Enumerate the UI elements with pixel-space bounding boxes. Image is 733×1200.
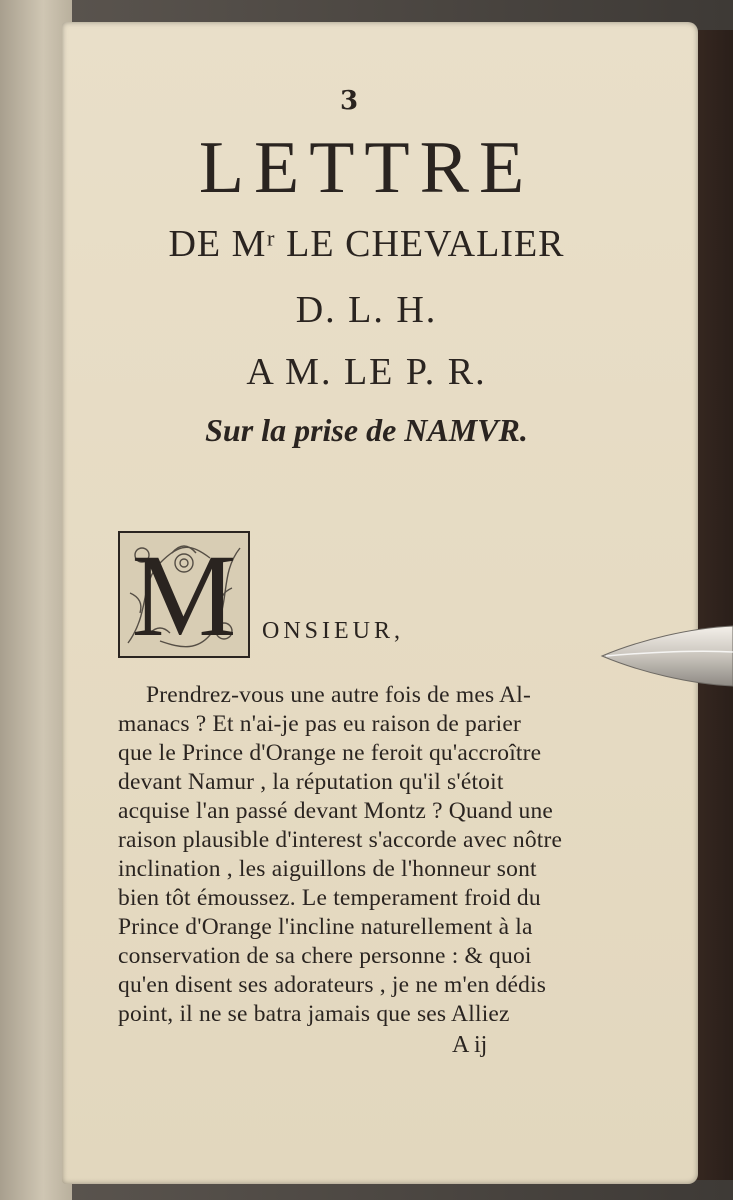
body-line: Prince d'Orange l'incline naturellement à la (118, 914, 533, 940)
title-line-2: DE Mʳ LE CHEVALIER (168, 223, 565, 265)
body-line: manacs ? Et n'ai-je pas eu raison de parier (118, 711, 522, 737)
page-pointer-icon (600, 622, 733, 690)
initial-letter: M (131, 531, 237, 658)
title-line-4: A M. LE P. R. (246, 351, 487, 393)
body-line: conservation de sa chere personne : & quoi (118, 943, 532, 969)
body-line: raison plausible d'interest s'accorde avec nôtre (118, 827, 563, 853)
page-number: 3 (340, 86, 359, 116)
title-line-1: LETTRE (198, 127, 535, 209)
title-line-3: D. L. H. (295, 289, 438, 331)
body-line: Prendrez-vous une autre fois de mes Al- (146, 682, 531, 708)
body-line: acquise l'an passé devant Montz ? Quand une (118, 798, 554, 824)
decorated-initial (118, 531, 250, 658)
signature-mark: A ij (452, 1032, 488, 1058)
body-line: point, il ne se batra jamais que ses Alliez (118, 1001, 510, 1027)
body-line: inclination , les aiguillons de l'honneur sont (118, 856, 537, 882)
salutation: ONSIEUR, (262, 618, 405, 644)
title-line-5: Sur la prise de NAMVR. (205, 412, 528, 448)
body-line: devant Namur , la réputation qu'il s'étoit (118, 769, 504, 795)
body-line: qu'en disent ses adorateurs , je ne m'en dédis (118, 972, 547, 998)
body-line: que le Prince d'Orange ne feroit qu'accroître (118, 740, 542, 766)
body-line: bien tôt émoussez. Le temperament froid du (118, 885, 541, 911)
